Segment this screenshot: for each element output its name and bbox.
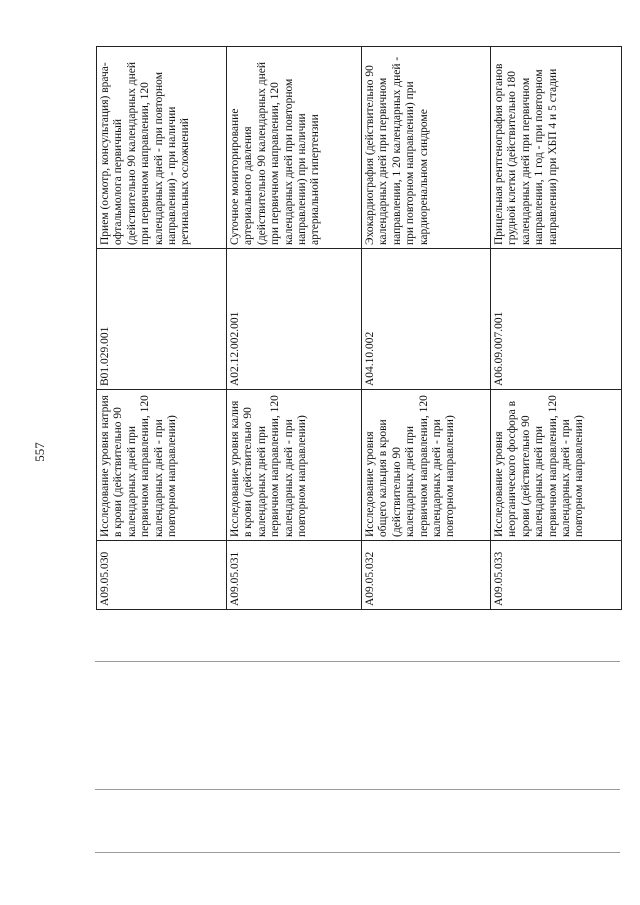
table-row bbox=[227, 47, 362, 610]
related-description: Прицельная рентгенография органов грудной клетки (действительно 180 календарных дней при первичном направлении, 1 год - при повторном направлении) при ХБП 4 и 5 стадии bbox=[493, 63, 559, 245]
service-description: Исследование уровня общего кальция в крови (действительно 90 календарных дней при первичном направлении, 120 календарных дней - при повторном направлении) bbox=[364, 395, 457, 537]
service-description-cell bbox=[97, 390, 227, 541]
related-description-cell bbox=[362, 47, 491, 249]
service-code-cell bbox=[227, 541, 362, 610]
service-description: Исследование уровня калия в крови (действительно 90 календарных дней при первичном направлении, 120 календарных дней - при повторном направлении) bbox=[229, 395, 309, 537]
service-description-cell bbox=[227, 390, 362, 541]
related-code-cell bbox=[491, 249, 622, 390]
divider-line bbox=[95, 852, 620, 853]
service-code-cell bbox=[362, 541, 491, 610]
page-number-text: 557 bbox=[32, 442, 47, 462]
related-code-cell bbox=[227, 249, 362, 390]
related-description: Эхокардиография (действительно 90 календарных дней при первичном направлении, 1 20 календарных дней - при повторном направлении) при кардиоренальном синдроме bbox=[364, 56, 430, 245]
rotated-table bbox=[96, 47, 621, 610]
related-code-cell bbox=[362, 249, 491, 390]
related-description: Прием (осмотр, консультация) врача-офтальмолога первичный (действительно 90 календарных дней при первичном направлении, 120 календарных дней - при повторном направлении) - при наличии ретинальных осложнений bbox=[99, 61, 192, 245]
related-code: B01.029.001 bbox=[99, 326, 111, 386]
service-code-cell bbox=[491, 541, 622, 610]
related-description-cell bbox=[97, 47, 227, 249]
related-description-cell bbox=[491, 47, 622, 249]
service-description: Исследование уровня натрия в крови (действительно 90 календарных дней при первичном направлении, 120 календарных дней - при повторном направлении) bbox=[99, 395, 179, 537]
service-description-cell bbox=[362, 390, 491, 541]
related-description-cell bbox=[227, 47, 362, 249]
related-code-cell bbox=[97, 249, 227, 390]
services-table bbox=[96, 46, 622, 610]
table-row bbox=[97, 47, 227, 610]
service-code: A09.05.031 bbox=[229, 551, 241, 606]
related-code: A04.10.002 bbox=[364, 331, 376, 386]
service-code: A09.05.032 bbox=[364, 551, 376, 606]
service-description-cell bbox=[491, 390, 622, 541]
service-code: A09.05.030 bbox=[99, 551, 111, 606]
divider-line bbox=[95, 789, 620, 790]
service-code-cell bbox=[97, 541, 227, 610]
table-row bbox=[491, 47, 622, 610]
related-description: Суточное мониторирование артериального давления (действительно 90 календарных дней при первичном направлении, 120 календарных дней при повторном направлении) при наличии артериальной гипертензии bbox=[229, 61, 322, 245]
table-row bbox=[362, 47, 491, 610]
related-code: A06.09.007.001 bbox=[493, 311, 505, 386]
divider-line bbox=[95, 661, 620, 662]
service-code: A09.05.033 bbox=[493, 551, 505, 606]
related-code: A02.12.002.001 bbox=[229, 311, 241, 386]
service-description: Исследование уровня неорганического фосфора в крови (действительно 90 календарных дней при первичном направлении, 120 календарных дней - при повторном направлении) bbox=[493, 395, 586, 537]
